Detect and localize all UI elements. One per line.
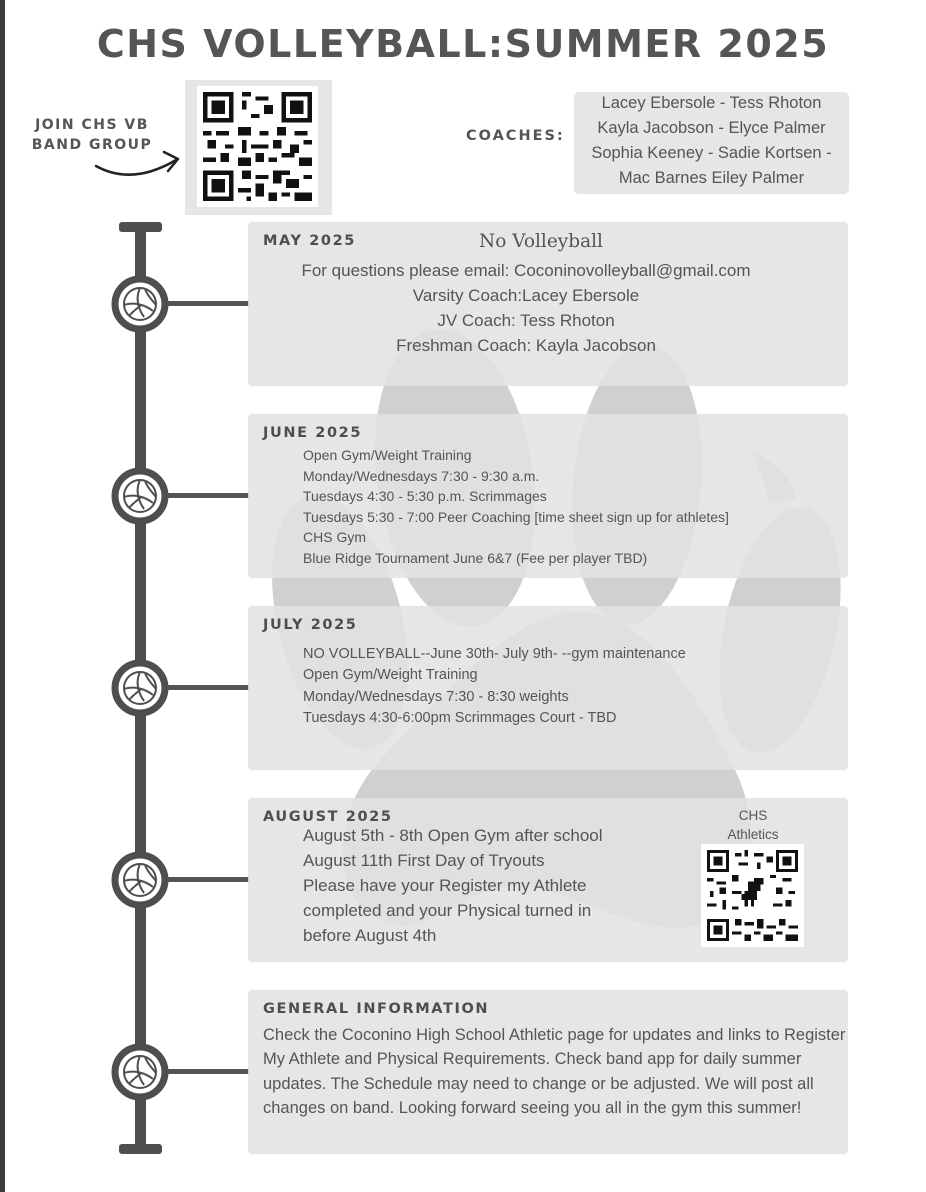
coaches-box xyxy=(574,92,849,194)
volleyball-icon xyxy=(111,467,169,525)
band-qr-code[interactable] xyxy=(197,86,318,207)
august-heading: AUGUST 2025 xyxy=(263,809,393,825)
general-info-card xyxy=(248,990,848,1154)
band-group-label-line1: JOIN CHS VB xyxy=(35,117,149,133)
may-line-varsity: Varsity Coach:Lacey Ebersole xyxy=(412,286,640,305)
august-section-card xyxy=(248,798,848,962)
may-line-email: For questions please email: Coconinovolleyball@gmail.com xyxy=(301,261,751,280)
page-title: CHS VOLLEYBALL:SUMMER 2025 xyxy=(96,22,830,66)
july-section-card xyxy=(248,606,848,770)
timeline-connector-may xyxy=(165,301,249,306)
june-line-5: CHS Gym xyxy=(303,529,366,545)
august-line-4: completed and your Physical turned in xyxy=(303,901,592,920)
june-line-3: Tuesdays 4:30 - 5:30 p.m. Scrimmages xyxy=(303,488,547,504)
august-line-2: August 11th First Day of Tryouts xyxy=(303,851,545,870)
timeline-bottom-cap xyxy=(119,1144,162,1154)
coaches-line-3: Sophia Keeney - Sadie Kortsen - xyxy=(591,144,832,162)
june-line-2: Monday/Wednesdays 7:30 - 9:30 a.m. xyxy=(303,468,540,484)
may-heading: MAY 2025 xyxy=(263,233,356,249)
timeline-connector-august xyxy=(165,877,249,882)
june-line-4: Tuesdays 5:30 - 7:00 Peer Coaching [time sheet sign up for athletes] xyxy=(303,509,729,525)
timeline-connector-july xyxy=(165,685,249,690)
june-heading: JUNE 2025 xyxy=(263,425,363,441)
timeline-connector-general xyxy=(165,1069,249,1074)
june-line-6: Blue Ridge Tournament June 6&7 (Fee per player TBD) xyxy=(303,550,648,566)
june-line-1: Open Gym/Weight Training xyxy=(303,447,472,463)
athletics-qr-code[interactable] xyxy=(701,844,804,947)
general-info-text: Check the Coconino High School Athletic page for updates and links to Register My Athlete and Physical Requirements. Check band app for daily summer updates. The Schedule may need to change or be adjusted. We will post all changes on band. Looking forward seeing you all in the gym this summer! xyxy=(263,1026,846,1118)
timeline-connector-june xyxy=(165,493,249,498)
chs-athletics-label xyxy=(714,806,792,844)
june-section-card xyxy=(248,414,848,578)
august-line-3: Please have your Register my Athlete xyxy=(303,876,587,895)
august-line-5: before August 4th xyxy=(303,926,437,945)
july-heading: JULY 2025 xyxy=(263,617,358,633)
volleyball-icon xyxy=(111,851,169,909)
general-info-heading: GENERAL INFORMATION xyxy=(263,1001,490,1017)
curved-arrow-icon xyxy=(92,146,184,182)
coaches-line-2: Kayla Jacobson - Elyce Palmer xyxy=(597,119,826,137)
july-line-2: Open Gym/Weight Training xyxy=(303,667,478,683)
volleyball-icon xyxy=(111,275,169,333)
chs-athletics-label-line2: Athletics xyxy=(727,827,779,842)
may-line-jv: JV Coach: Tess Rhoton xyxy=(437,311,615,330)
may-line-freshman: Freshman Coach: Kayla Jacobson xyxy=(396,336,656,355)
volleyball-icon xyxy=(111,659,169,717)
july-line-3: Monday/Wednesdays 7:30 - 8:30 weights xyxy=(303,689,569,705)
coaches-label: COACHES: xyxy=(466,128,565,144)
coaches-line-4: Mac Barnes Eiley Palmer xyxy=(618,169,805,187)
august-line-1: August 5th - 8th Open Gym after school xyxy=(303,826,603,845)
volleyball-icon xyxy=(111,1043,169,1101)
may-note: No Volleyball xyxy=(479,231,603,252)
band-qr-frame xyxy=(185,80,332,215)
july-line-4: Tuesdays 4:30-6:00pm Scrimmages Court - TBD xyxy=(303,710,617,726)
may-section-card xyxy=(248,222,848,386)
chs-athletics-label-line1: CHS xyxy=(738,808,768,823)
coaches-line-1: Lacey Ebersole - Tess Rhoton xyxy=(601,94,822,112)
qr-code-icon xyxy=(707,850,798,941)
timeline-top-cap xyxy=(119,222,162,232)
qr-code-icon xyxy=(203,92,312,201)
july-line-1: NO VOLLEYBALL--June 30th- July 9th- --gym maintenance xyxy=(303,646,686,662)
band-group-label-line2: BAND GROUP xyxy=(31,137,153,153)
